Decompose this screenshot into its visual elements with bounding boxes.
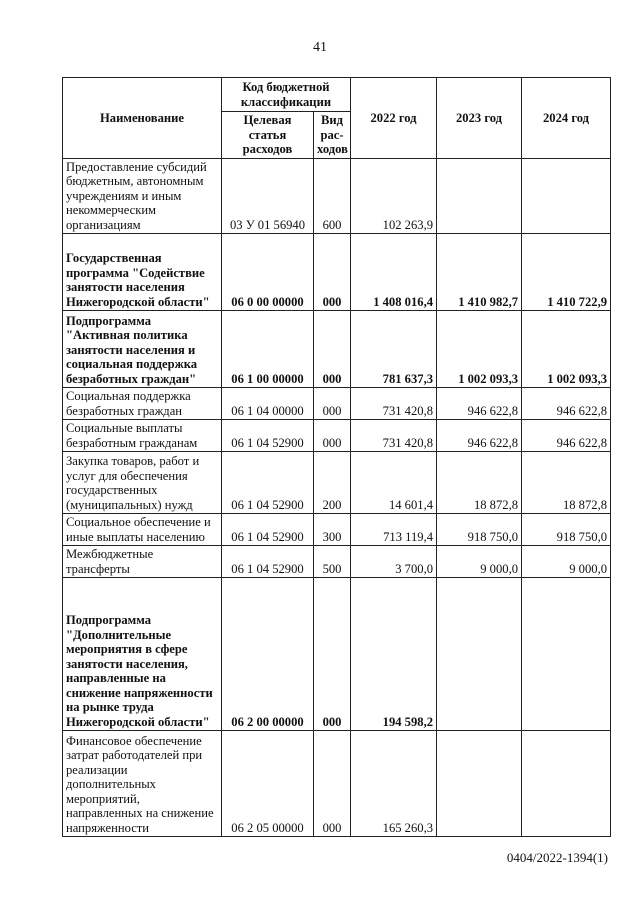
row-2022: 731 420,8 [351,388,437,420]
header-target-item: Целевая статья расходов [222,112,314,159]
header-2022: 2022 год [351,78,437,159]
table-row [63,388,611,420]
document-code: 0404/2022-1394(1) [506,850,608,865]
row-expense-type: 300 [314,514,351,546]
row-2024: 918 750,0 [522,514,611,546]
row-target-code: 06 2 00 00000 [222,578,314,731]
row-name: Предоставление субсидий бюджетным, автономным учреждениям и иным некоммерческим организациям [63,158,222,234]
row-2023: 1 002 093,3 [437,311,522,388]
row-expense-type: 000 [314,234,351,311]
row-2022: 102 263,9 [351,158,437,234]
table-row [63,311,611,388]
row-2024: 1 410 722,9 [522,234,611,311]
row-2023: 946 622,8 [437,388,522,420]
row-2023: 946 622,8 [437,420,522,452]
row-target-code: 03 У 01 56940 [222,158,314,234]
row-2024 [522,578,611,731]
table-row [63,578,611,731]
row-2024: 946 622,8 [522,388,611,420]
budget-table [62,77,611,837]
row-name: Финансовое обеспечение затрат работодателей при реализации дополнительных мероприятий, направленных на снижение напряженности [63,731,222,837]
row-2023: 918 750,0 [437,514,522,546]
row-2022: 1 408 016,4 [351,234,437,311]
row-expense-type: 000 [314,311,351,388]
row-name: Государственная программа "Содействие занятости населения Нижегородской области" [63,234,222,311]
table-row [63,514,611,546]
row-name: Социальная поддержка безработных граждан [63,388,222,420]
row-2022: 194 598,2 [351,578,437,731]
table-row [63,158,611,234]
header-expense-type: Вид рас-ходов [314,112,351,159]
row-expense-type: 000 [314,578,351,731]
page-number: 41 [313,40,327,55]
row-expense-type: 500 [314,546,351,578]
row-target-code: 06 1 04 52900 [222,452,314,514]
row-2024: 18 872,8 [522,452,611,514]
row-2024: 9 000,0 [522,546,611,578]
table-body [63,158,611,837]
row-2024: 946 622,8 [522,420,611,452]
table-row [63,731,611,837]
row-name: Подпрограмма "Активная политика занятости населения и социальная поддержка безработных граждан" [63,311,222,388]
row-expense-type: 000 [314,420,351,452]
header-2024: 2024 год [522,78,611,159]
row-target-code: 06 1 04 52900 [222,546,314,578]
table-row [63,234,611,311]
row-2023 [437,578,522,731]
row-target-code: 06 1 04 52900 [222,514,314,546]
row-name: Социальное обеспечение и иные выплаты населению [63,514,222,546]
row-name: Закупка товаров, работ и услуг для обеспечения государственных (муниципальных) нужд [63,452,222,514]
row-expense-type: 600 [314,158,351,234]
header-2023: 2023 год [437,78,522,159]
row-target-code: 06 1 04 00000 [222,388,314,420]
row-2023: 18 872,8 [437,452,522,514]
table-row [63,546,611,578]
header-name: Наименование [63,78,222,159]
row-2022: 713 119,4 [351,514,437,546]
row-2024: 1 002 093,3 [522,311,611,388]
row-2022: 165 260,3 [351,731,437,837]
row-name: Социальные выплаты безработным гражданам [63,420,222,452]
row-expense-type: 000 [314,388,351,420]
row-name: Межбюджетные трансферты [63,546,222,578]
row-2023: 1 410 982,7 [437,234,522,311]
header-code-group: Код бюджетной классификации [222,78,351,112]
row-target-code: 06 0 00 00000 [222,234,314,311]
row-target-code: 06 1 00 00000 [222,311,314,388]
row-2023 [437,158,522,234]
row-2022: 781 637,3 [351,311,437,388]
row-2023: 9 000,0 [437,546,522,578]
row-target-code: 06 2 05 00000 [222,731,314,837]
row-name: Подпрограмма "Дополнительные мероприятия в сфере занятости населения, направленные на снижение напряженности на рынке труда Нижегородской области" [63,578,222,731]
row-2024 [522,731,611,837]
table-row [63,452,611,514]
row-2023 [437,731,522,837]
row-expense-type: 000 [314,731,351,837]
row-target-code: 06 1 04 52900 [222,420,314,452]
row-2022: 731 420,8 [351,420,437,452]
row-2022: 3 700,0 [351,546,437,578]
table-row [63,420,611,452]
row-2022: 14 601,4 [351,452,437,514]
row-expense-type: 200 [314,452,351,514]
row-2024 [522,158,611,234]
